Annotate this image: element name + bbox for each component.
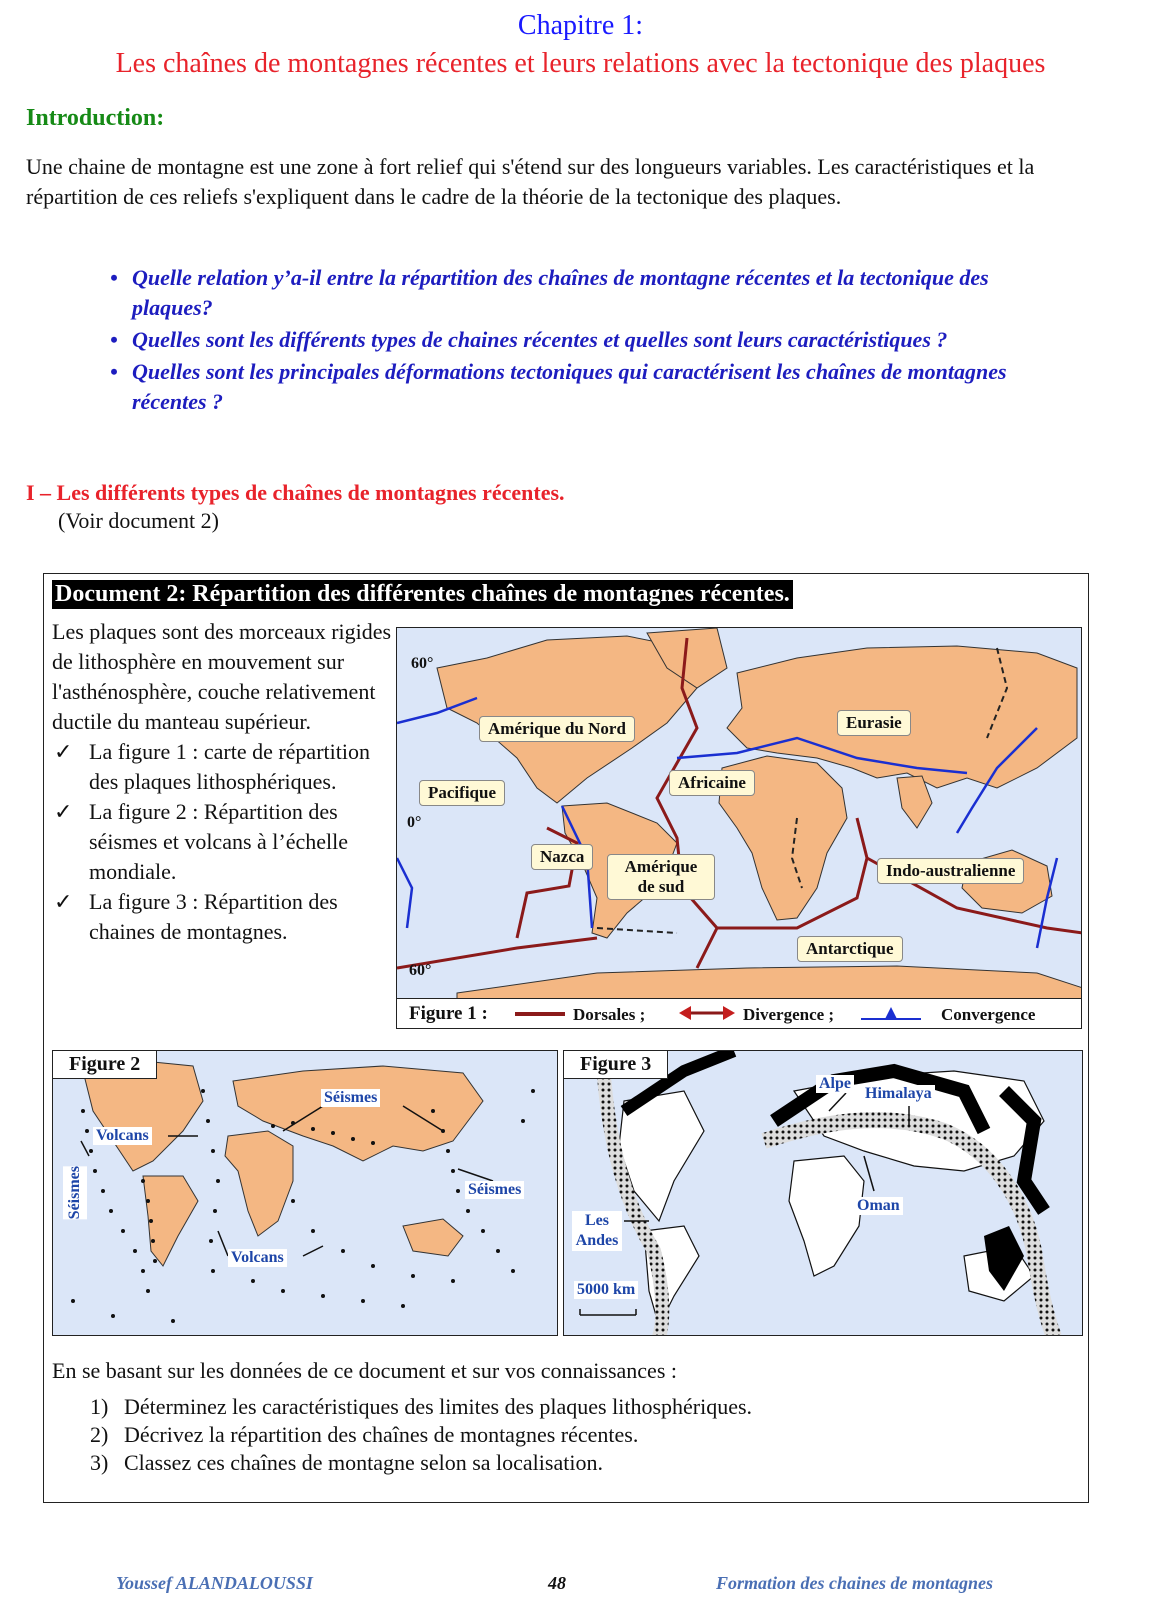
plate-label-africa: Africaine bbox=[669, 770, 755, 796]
question-number: 3) bbox=[90, 1450, 109, 1475]
legend-convergence: Convergence bbox=[941, 1005, 1036, 1024]
label-alpe: Alpe bbox=[816, 1075, 854, 1093]
figure-list-item bbox=[52, 737, 392, 797]
question-row bbox=[90, 1421, 752, 1449]
footer-course: Formation des chaines de montagnes bbox=[716, 1573, 994, 1593]
bullet-icon: • bbox=[110, 265, 118, 290]
plate-label-north-america: Amérique du Nord bbox=[479, 716, 635, 742]
document-title: Document 2: Répartition des différentes chaînes de montagnes récentes. bbox=[52, 580, 793, 609]
questions-intro: En se basant sur les données de ce document et sur vos connaissances : bbox=[52, 1358, 677, 1383]
question-text: Classez ces chaînes de montagne selon sa localisation. bbox=[124, 1450, 603, 1475]
label-oman: Oman bbox=[854, 1197, 903, 1215]
figure1-legend bbox=[396, 999, 1082, 1029]
check-icon: ✓ bbox=[54, 799, 73, 824]
intro-questions bbox=[110, 263, 1070, 419]
figure3-title: Figure 3 bbox=[563, 1050, 668, 1079]
check-icon: ✓ bbox=[54, 889, 73, 914]
figure-list-item bbox=[52, 887, 392, 947]
plate-label-eurasia: Eurasie bbox=[837, 710, 911, 736]
figure-item-text: La figure 1 : carte de répartition des plaques lithosphériques. bbox=[89, 739, 370, 794]
label-volcans-left: Volcans bbox=[93, 1127, 152, 1145]
plate-label-indo-australian: Indo-australienne bbox=[877, 858, 1024, 884]
label-seismes-right: Séismes bbox=[465, 1181, 524, 1199]
chapter-subtitle: Les chaînes de montagnes récentes et leurs relations avec la tectonique des plaques bbox=[115, 48, 1046, 79]
legend-ridges: Dorsales ; bbox=[573, 1005, 646, 1024]
question-text: Décrivez la répartition des chaînes de montagnes récentes. bbox=[124, 1422, 639, 1447]
section-title: I – Les différents types de chaînes de montagnes récentes. bbox=[26, 480, 565, 505]
description-text: Les plaques sont des morceaux rigides de lithosphère en mouvement sur l'asthénosphère, couche relativement ductile du manteau supérieur. bbox=[52, 619, 392, 734]
plate-label-antarctica: Antarctique bbox=[797, 936, 903, 962]
question-text: Déterminez les caractéristiques des limites des plaques lithosphériques. bbox=[124, 1394, 753, 1419]
land-australia bbox=[403, 1219, 463, 1256]
question-item bbox=[110, 263, 1070, 323]
bullet-icon: • bbox=[110, 327, 118, 352]
figure2-seismes-volcans bbox=[52, 1050, 558, 1336]
question-item bbox=[110, 325, 1070, 355]
figure2-title: Figure 2 bbox=[52, 1050, 157, 1079]
chapter-title: Chapitre 1: bbox=[517, 10, 644, 41]
ridge-legend-icon bbox=[515, 1009, 565, 1019]
label-seismes-vertical: Séismes bbox=[63, 1166, 87, 1219]
question-item bbox=[110, 357, 1070, 417]
label-seismes-top: Séismes bbox=[321, 1089, 380, 1107]
label-andes: Les Andes bbox=[572, 1211, 622, 1251]
plates-map-drawing bbox=[397, 628, 1082, 999]
figure-item-text: La figure 2 : Répartition des séismes et volcans à l’échelle mondiale. bbox=[89, 799, 349, 884]
label-himalaya: Himalaya bbox=[862, 1085, 935, 1103]
land-antarctica bbox=[457, 966, 1082, 999]
question-row bbox=[90, 1449, 752, 1477]
questions-list bbox=[90, 1393, 752, 1477]
land-africa bbox=[225, 1131, 293, 1236]
figure-list bbox=[52, 737, 392, 947]
footer-author: Youssef ALANDALOUSSI bbox=[116, 1573, 313, 1593]
question-row bbox=[90, 1393, 752, 1421]
bullet-icon: • bbox=[110, 359, 118, 384]
plate-label-south-america: Amérique de sud bbox=[607, 854, 715, 900]
plate-label-nazca: Nazca bbox=[531, 844, 593, 870]
figure1-plates-map bbox=[396, 627, 1082, 999]
check-icon: ✓ bbox=[54, 739, 73, 764]
figure-item-text: La figure 3 : Répartition des chaines de montagnes. bbox=[89, 889, 338, 944]
question-number: 1) bbox=[90, 1394, 109, 1419]
question-number: 2) bbox=[90, 1422, 109, 1447]
document-description bbox=[52, 617, 392, 947]
lat-label-60n: 60° bbox=[411, 655, 434, 672]
legend-divergence: Divergence ; bbox=[743, 1005, 835, 1024]
figure-list-item bbox=[52, 797, 392, 887]
label-scale: 5000 km bbox=[574, 1281, 638, 1299]
question-text: Quelle relation y’a-il entre la répartition des chaînes de montagne récentes et la tectonique des plaques? bbox=[132, 265, 989, 320]
footer-page-number: 48 bbox=[548, 1573, 566, 1593]
section-subtitle: (Voir document 2) bbox=[58, 508, 219, 533]
label-volcans-bottom: Volcans bbox=[228, 1249, 287, 1267]
intro-paragraph: Une chaine de montagne est une zone à fort relief qui s'étend sur des longueurs variables. Les caractéristiques et la répartition de ces reliefs s'expliquent dans le cadre de la théorie de la tectonique des plaques. bbox=[26, 154, 1035, 209]
figure3-chaines bbox=[563, 1050, 1083, 1336]
divergence-legend-icon bbox=[679, 1003, 735, 1023]
plate-label-pacific: Pacifique bbox=[419, 780, 505, 806]
convergence-west-edge bbox=[397, 858, 412, 928]
land-africa bbox=[789, 1156, 864, 1276]
convergence-legend-icon bbox=[861, 1003, 921, 1023]
question-text: Quelles sont les principales déformations tectoniques qui caractérisent les chaînes de montagnes récentes ? bbox=[132, 359, 1007, 414]
legend-title: Figure 1 : bbox=[409, 1003, 488, 1024]
lat-label-60s: 60° bbox=[409, 962, 432, 979]
question-text: Quelles sont les différents types de chaines récentes et quelles sont leurs caractéristiques ? bbox=[132, 327, 948, 352]
intro-heading: Introduction: bbox=[26, 105, 165, 131]
lat-label-equator: 0° bbox=[407, 814, 422, 831]
land-india bbox=[897, 776, 932, 828]
chaines-map-drawing bbox=[564, 1051, 1083, 1336]
